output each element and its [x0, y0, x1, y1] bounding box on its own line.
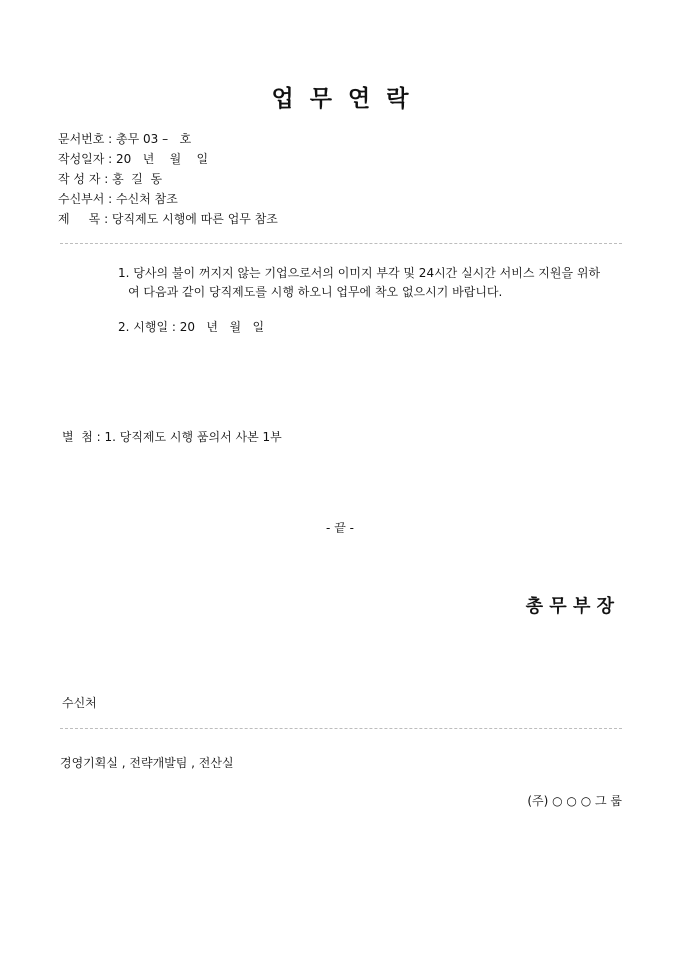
- recipient-list: 경영기획실 , 전략개발팀 , 전산실: [60, 756, 234, 770]
- date-line: 작성일자 : 20 년 월 일: [58, 152, 209, 166]
- doc-number-line: 문서번호 : 총무 03 – 호: [58, 132, 192, 146]
- body-item-2: 2. 시행일 : 20 년 월 일: [118, 320, 265, 334]
- signature: 총 무 부 장: [525, 596, 614, 617]
- company-name: (주) ○ ○ ○ 그 룹: [527, 794, 622, 808]
- end-mark: - 끝 -: [326, 521, 354, 535]
- divider-top: [60, 243, 622, 244]
- body-item-1-line-1: 1. 당사의 불이 꺼지지 않는 기업으로서의 이미지 부각 및 24시간 실시간 서비스 지원을 위하: [118, 266, 601, 280]
- attachment-line: 별 첨 : 1. 당직제도 시행 품의서 사본 1부: [62, 430, 282, 444]
- author-line: 작 성 자 : 홍 길 동: [58, 172, 163, 186]
- subject-line: 제 목 : 당직제도 시행에 따른 업무 참조: [58, 212, 278, 226]
- recipient-label: 수신처: [62, 696, 97, 710]
- recipient-dept-line: 수신부서 : 수신처 참조: [58, 192, 178, 206]
- divider-bottom: [60, 728, 622, 729]
- document-title: 업 무 연 락: [271, 86, 409, 112]
- body-item-1-line-2: 여 다음과 같이 당직제도를 시행 하오니 업무에 착오 없으시기 바랍니다.: [128, 285, 503, 299]
